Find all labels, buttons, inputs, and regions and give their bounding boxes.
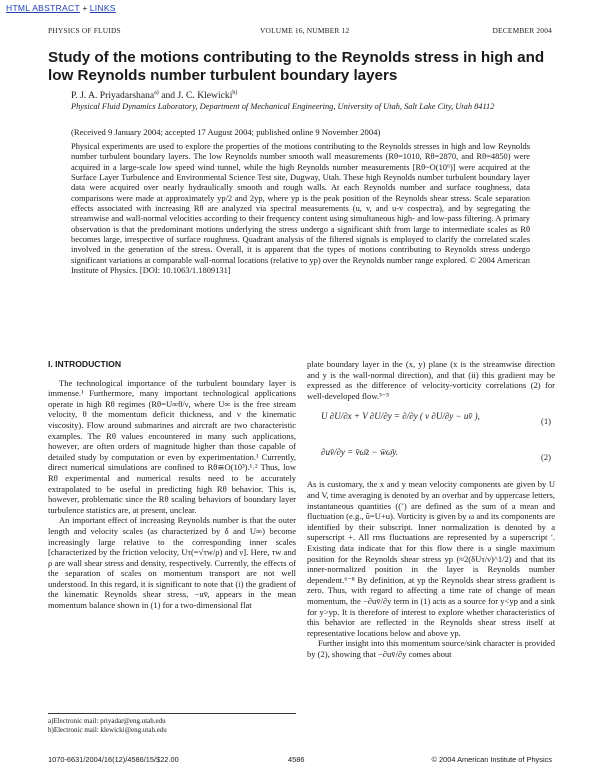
author-2: and J. C. Klewicki bbox=[158, 90, 233, 102]
equation-2 bbox=[307, 443, 555, 473]
section-heading: I. INTRODUCTION bbox=[48, 359, 122, 369]
authors bbox=[71, 90, 237, 101]
paragraph: As is customary, the x and y mean velocity components are given by U and V, time averaging is denoted by an overbar and by uppercase letters, instantaneous quantities ((˜) are defined as the sum of a mean and fluctuation (e.g., ũ=U+u). Vorticity is given by ω and its components are identified by their subscript. Inner normalization is denoted by a superscript +. All rms fluctuations are represented by a superscript ′. Existing data indicate that for this flow there is a single maximum position for the Reynolds shear stress yp (≈2(δUτ/ν)^1/2) and that its inner-normalized position in the layer is Reynolds number dependent.⁶⁻⁸ By definition, at yp the Reynolds shear stress gradient is zero. Thus, with regard to affecting a time rate of change of mean momentum, the −∂uv̄/∂y term in (1) acts as a source for y<yp and a sink for y>yp. It is therefore of interest to explore whether characteristics of this behavior are reflected in the Reynolds shear stress itself at representative locations below and above yp. bbox=[307, 479, 555, 638]
footnote: a)Electronic mail: priyadar@eng.utah.edu bbox=[48, 717, 166, 725]
left-column bbox=[48, 359, 296, 611]
received-dates: (Received 9 January 2004; accepted 17 August 2004; published online 9 November 2004) bbox=[71, 127, 381, 137]
issue-date: DECEMBER 2004 bbox=[492, 26, 552, 35]
right-column bbox=[307, 359, 555, 659]
equation-1-body: U ∂U/∂x + V ∂U/∂y = ∂/∂y ( ν ∂U/∂y − uv̄ ), bbox=[321, 411, 480, 422]
paragraph: plate boundary layer in the (x, y) plane (x is the streamwise direction and y is the wall-normal direction), and that (ii) this gradient may be expressed as the difference of velocity-vorticity correlations (2) for well-developed flow.³⁻⁵ bbox=[307, 359, 555, 401]
equation-1 bbox=[307, 407, 555, 437]
author-1-mark: a) bbox=[154, 90, 159, 96]
journal-name: PHYSICS OF FLUIDS bbox=[48, 26, 121, 35]
footnote: b)Electronic mail: klewicki@eng.utah.edu bbox=[48, 725, 167, 734]
links-link[interactable]: LINKS bbox=[89, 3, 116, 13]
top-nav bbox=[6, 3, 116, 13]
paragraph: Further insight into this momentum source/sink character is provided by (2), showing that −∂uv̄/∂y comes about bbox=[307, 638, 555, 659]
running-header bbox=[48, 26, 552, 36]
equation-1-number: (1) bbox=[541, 416, 551, 427]
equation-2-body: ∂uv̄/∂y = v̄ω̄z − w̄ω̄y. bbox=[321, 447, 398, 458]
paper-title: Study of the motions contributing to the Reynolds stress in high and low Reynolds number turbulent boundary layers bbox=[48, 49, 545, 84]
affiliation: Physical Fluid Dynamics Laboratory, Department of Mechanical Engineering, University of Utah, Salt Lake City, Utah 84112 bbox=[71, 102, 495, 111]
footer-code: 1070-6631/2004/16(12)/4586/15/$22.00 bbox=[48, 755, 179, 764]
paragraph: The technological importance of the turbulent boundary layer is immense.¹ Furthermore, many important technological applications operate in high Rθ regimes (Rθ=U∞θ/ν, where U∞ is the free stream velocity, θ the momentum deficit thickness, and ν the kinematic viscosity). Flow around submarines and aircraft are two characteristic examples. The Rθ values encountered in many such applications, however, are often orders of magnitude higher than those capable of detailed study by computation or even by experimentation.¹ Currently, direct numerical simulations are confined to Rθ≅O(10³).¹˒² Thus, low Rθ experimental and numerical results need to be accurately extrapolated to be useful in predicting high Rθ behavior. This is, however, problematic since the Rθ scaling behaviors of boundary layer turbulence statistics are, at present, unclear. bbox=[48, 377, 296, 515]
footnotes bbox=[48, 713, 296, 735]
abstract: Physical experiments are used to explore the properties of the motions contributing to the Reynolds stresses in high and low Reynolds number turbulent boundary layers. The low Reynolds number smooth wall measurements (Rθ=1010, Rθ=2870, and Rθ=4850) were acquired in a large-scale low speed wind tunnel, while the high Reynolds number measurements [Rθ~O(10⁶)] were acquired at the Surface Layer Turbulence and Environmental Science Test site, Dugway, Utah. These high Reynolds number turbulent boundary layer data were acquired over nearly hydraulically smooth and rough walls. At each Reynolds number and surface roughness, data comparisons were made at approximately yp/2 and 2yp, where yp is the peak position of the Reynolds shear stress. Scale separation effects associated with increasing Rθ are analyzed via spectral measurements (u, v, and u-v cospectra), and by segregating the streamwise and wall-normal velocities according to their frequency content using simultaneous high- and low-pass filtering. A primary observation is that the predominant motions underlying the stress undergo a significant shift from large to intermediate scales as Rθ becomes large, irrespective of surface roughness. Quadrant analysis of the filtered signals is employed to clarify the correlated scales involved in the generation of the stress. Overall, it is apparent that the types of motions contributing to Reynolds stress undergo significant variations at comparable wall-normal locations (relative to yp) over the Reynolds number range explored. © 2004 American Institute of Physics. [DOI: 10.1063/1.1809131] bbox=[71, 141, 530, 276]
equation-2-number: (2) bbox=[541, 452, 551, 463]
html-abstract-link[interactable]: HTML ABSTRACT bbox=[6, 3, 80, 13]
author-2-mark: b) bbox=[232, 90, 238, 96]
page-number: 4586 bbox=[288, 755, 305, 764]
paragraph: An important effect of increasing Reynolds number is that the outer length and velocity scales (as characterized by δ and U∞) become increasingly large relative to the corresponding inner scales [characterized by the friction velocity, Uτ(=√τw/ρ) and ν]. Here, τw and ρ are wall shear stress and density, respectively. Currently, the effects of the separation of scales on momentum transport are not well understood. In this regard, it is significant to note that (i) the gradient of the kinematic Reynolds shear stress, −uv̄, appears in the mean momentum balance shown in (1) for a two-dimensional flat bbox=[48, 515, 296, 611]
author-1: P. J. A. Priyadarshana bbox=[71, 90, 155, 102]
volume-info: VOLUME 16, NUMBER 12 bbox=[260, 26, 350, 35]
nav-separator: + bbox=[82, 3, 88, 13]
copyright: © 2004 American Institute of Physics bbox=[431, 755, 552, 764]
